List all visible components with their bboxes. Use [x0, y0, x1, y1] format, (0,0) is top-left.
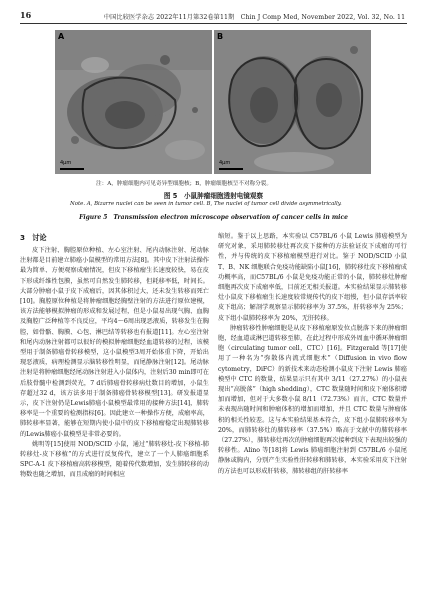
- figure-panel-a: [55, 30, 212, 174]
- panel-b-label: B: [217, 32, 224, 41]
- section-title-discussion: 3 讨论: [20, 233, 47, 242]
- paragraph: 缩短。鉴于以上思路，本实验以 C57BL/6 小鼠 Lewis 肺癌模型为研究对象，采用肺转移灶再次皮下接种的方法验证皮下成瘤的可行性，并与传统的皮下移植瘤模型进行对比。鉴于 NOD/SCID 小鼠 T、B、NK 细胞联合免疫功能缺陷小鼠[16]，肺转移灶皮下移植瘤成功概率高，而C57BL/6 小鼠是免疫功能正常的小鼠，肺转移灶肿瘤细胞再次皮下成瘤率低，目前还无相关报道。本实验结果显示肺转移灶小鼠皮下移植瘤生长速度较常规传代的皮下组慢，但小鼠存活率较皮下组高；解剖学观察显示肺转移率为 37.5%，肝转移率为 25%；皮下组小鼠肺转移率为 20%，无肝转移。: [218, 233, 407, 322]
- scale-bar-a: [60, 168, 84, 170]
- tem-image-b: [214, 30, 371, 174]
- figure-caption-en: Figure 5 Transmission electron microscope observation of cancer cells in mice: [79, 214, 348, 221]
- tem-image-a: [55, 30, 212, 174]
- figure-note-cn: 注：A，肿瘤细胞内可见奇异型细胞核；B，肿瘤细胞核呈不对称分裂。: [96, 181, 272, 187]
- running-header: [20, 9, 407, 24]
- figure-note-en: Note. A, Bizarre nuclei can be seen in tumor cell. B, The nuclei of tumor cell divide asymmetrically.: [70, 201, 342, 207]
- scale-bar-b: [219, 168, 243, 170]
- right-column: [218, 232, 407, 477]
- figure-panel-b: [214, 30, 371, 174]
- journal-title: 中国比较医学杂志 2022年11月第32卷第11期 Chin J Comp Med, November 2022, Vol. 32, No. 11: [103, 14, 406, 21]
- scale-label-b: 4μm: [219, 160, 231, 166]
- page-number: 16: [20, 10, 32, 20]
- figure-caption-cn: 图 5 小鼠肿瘤细胞透射电镜观察: [163, 192, 264, 200]
- left-column: [20, 232, 209, 481]
- scale-label-a: 4μm: [60, 160, 72, 166]
- paragraph: 姚明等[15]使用 NOD/SCID 小鼠，通过“肺转移灶-皮下移植-肺转移灶-皮下移植”的方式进行反复传代，建立了一个人肺癌细胞系 SPC-A-1 皮下移植瘤高转移模型，随着传代数增加，发生肺转移的动物数也随之增加，而且成瘤的时间相应: [20, 440, 209, 479]
- panel-a-label: A: [58, 32, 65, 41]
- paragraph: 肿瘤转移性肿瘤细胞是从皮下移植瘤原发位点脱落下来的肿瘤细胞，经血道或淋巴道转移至肺，在此过程中形成外周血中循环肿瘤细胞（circulating tumor cell，CTC）[16]。Fitzgerald 等[17]使用了一种名为“弥散体内流式细胞术”（Diffusion in vivo flow cytometry，DiFC）的新技术来动态检测小鼠皮下注射 Lewis 肺癌模型中 CTC 的数量，结果显示只有其中 3/11（27.27%）的小鼠表现出“高脱落”（high shedding），CTC 数量随时间和皮下瘤体积增加而增加，但对于大多数小鼠 8/11（72.73%）而言，CTC 数量并未表现出随时间和肿瘤体积的增加而增加，并且 CTC 数量与肿瘤体积的相关性较差。这与本实验结果基本符合，皮下组小鼠肺转移率为 20%，而肺转移灶的肺转移率（37.5%）略高于文献中的肺转移率（27.27%），肺转移灶再次的肿瘤细胞再次接种到皮下表现出较强的转移性。Alino 等[18]将 Lewis 肺癌细胞注射到 C57BL/6 小鼠尾静脉或胸内，分别产生实验性肝转移和肺转移，本实验采用皮下注射的方法也可以形成肝转移，肺转移组的肝转移率: [218, 324, 407, 475]
- figure-5: [55, 30, 371, 174]
- paragraph: 皮下注射、胸腔原位种植、左心室注射、尾内动脉注射、尾动脉注射都是目前建立肺癌小鼠模型的常用方法[8]。其中皮下注射法操作最为简单、方便观察成瘤情况，但皮下移植瘤生长速度较快，易在皮下形成纤维性包膜，虽然可自然发生肺转移，但耗移率低，时间长。大部分肿瘤小鼠于皮下成瘤后，因其体积过大，还未发生转移而死亡[10]。胸腔原位种植是将肿瘤细胞经胸壁注射的方法进行原位建模，该方法能够模拟肿瘤的形成和发展过程，但是小鼠易出现气胸、血胸及胸腔广泛种植等不良反应，平均4～6周出现恶液质，转移发生在胸腔，如骨骼、胸膜、心包、淋巴结等转移也有报道[11]。左心室注射和尾内动脉注射都可以很好的模拟肿瘤细胞经血道转移的过程，该模型用于制备肺癌骨转移模型，这小鼠模型3周开始体重下降，开始出现恶液质，病理检测显示脑转移性明显，而尾静脉注射[12]。尾动脉注射是将肿瘤细胞经尾动脉注射进入小鼠体内，注射后30 min即可在后肢骨髓中检测到荧光，7 d后肺癌骨转移病灶数目的增加，小鼠生存超过32 d，该方法多用于制备肺癌骨转移模型[13]。研发报道显示，皮下注射仍是Lewis肺癌小鼠模型最常用的接种方法[14]，肺转移率是一个重要的检测指标[6]。因此建立一种操作方便，成瘤率高，肺转移率显著，能够在短期内使小鼠中的皮下移植瘤稳定出现肺转移的Lewis肺癌小鼠模型是非常必要的。: [20, 247, 209, 438]
